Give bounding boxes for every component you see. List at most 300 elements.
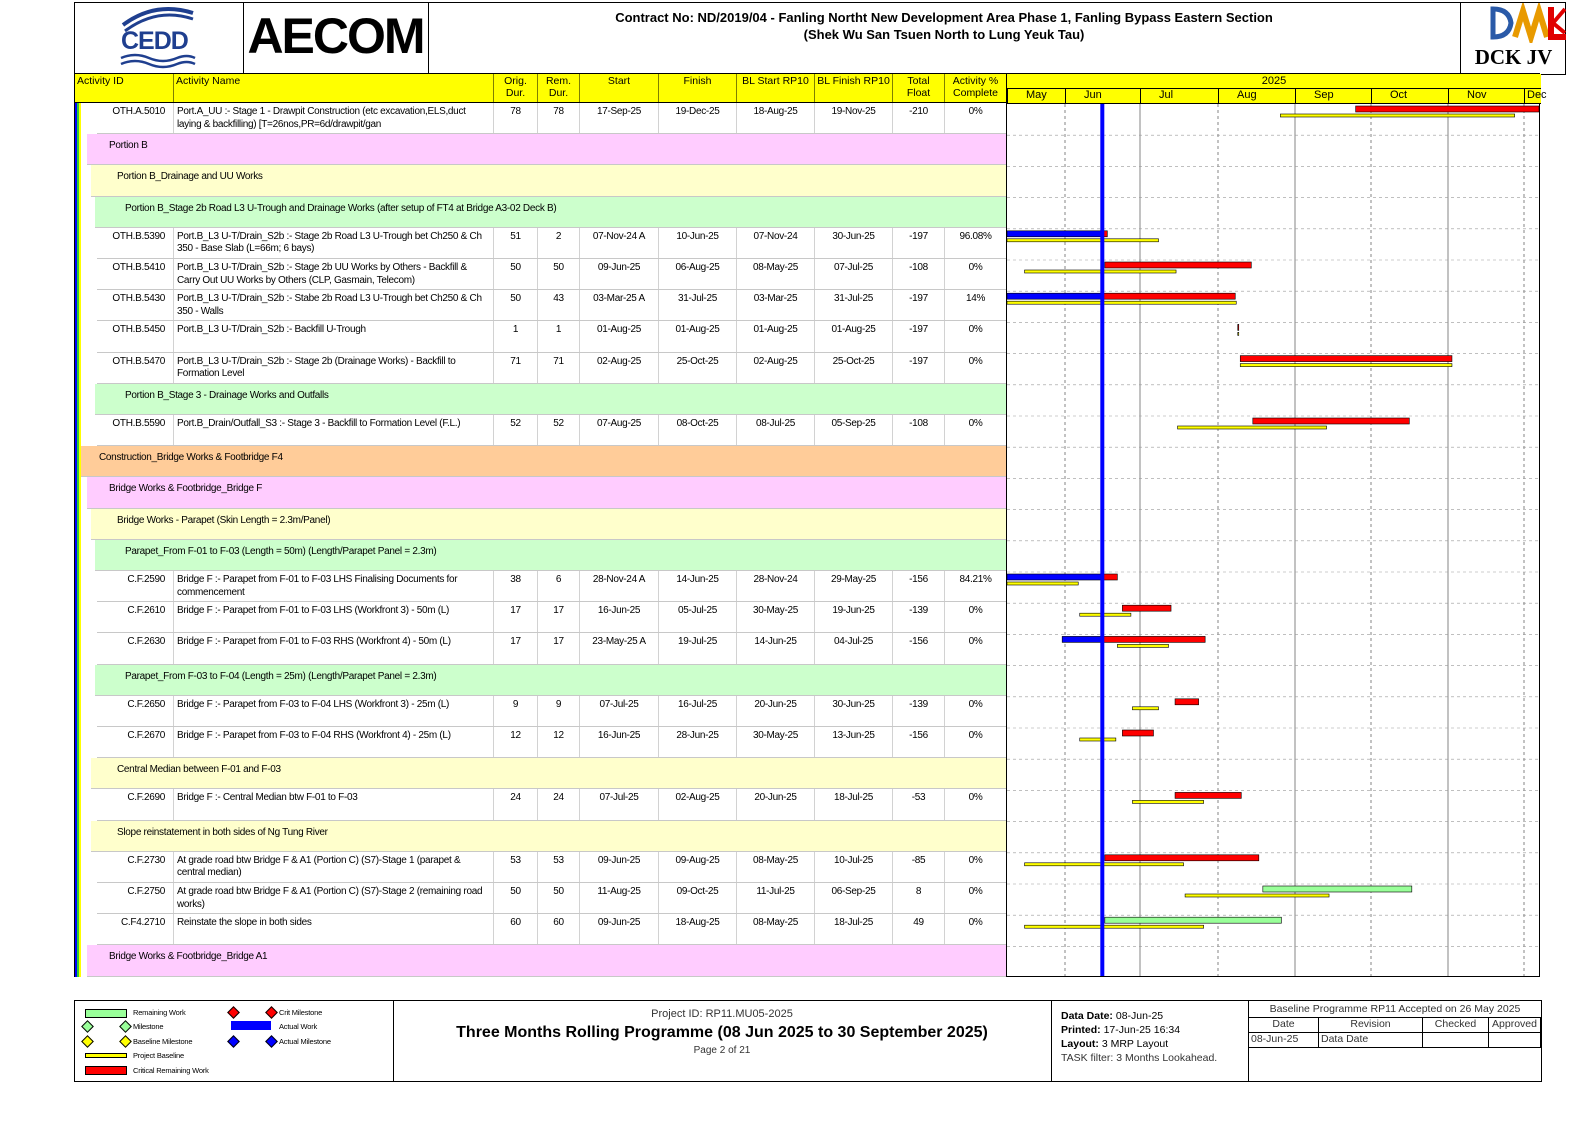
activity-row[interactable] — [97, 883, 1007, 914]
critical-remaining-bar[interactable] — [1105, 855, 1259, 861]
cell-bl-finish: 01-Aug-25 — [815, 321, 893, 351]
page-number: Page 2 of 21 — [693, 1045, 751, 1056]
aecom-logo-text: AECOM — [247, 8, 424, 64]
wbs-group-row[interactable] — [91, 509, 1007, 540]
wbs-group-label: Construction_Bridge Works & Footbridge F4 — [99, 452, 283, 464]
legend-milestone-icon-2 — [119, 1020, 132, 1033]
baseline-bar[interactable] — [1007, 301, 1236, 304]
cell-bl-start: 08-May-25 — [737, 259, 815, 289]
cell-finish: 28-Jun-25 — [659, 727, 737, 757]
cell-start: 03-Mar-25 A — [580, 290, 659, 320]
month-label-jul: Jul — [1140, 89, 1218, 103]
cell-float: -108 — [893, 259, 945, 289]
actual-work-bar[interactable] — [1007, 574, 1102, 580]
cell-start: 09-Jun-25 — [580, 852, 659, 882]
legend-crit-milestone-label: Crit Milestone — [279, 1008, 323, 1017]
gantt-chart — [1006, 73, 1547, 977]
printed-label: Printed: — [1061, 1024, 1101, 1036]
cell-start: 07-Jul-25 — [580, 696, 659, 726]
cell-orig: 38 — [494, 571, 538, 601]
cell-id: OTH.B.5450 — [97, 321, 174, 351]
cell-finish: 02-Aug-25 — [659, 789, 737, 819]
activity-row[interactable] — [97, 696, 1007, 727]
wbs-group-row[interactable] — [95, 384, 1007, 415]
cell-bl-start: 11-Jul-25 — [737, 883, 815, 913]
actual-work-bar[interactable] — [1007, 293, 1102, 299]
wbs-group-row[interactable] — [91, 821, 1007, 852]
legend-critical-label: Critical Remaining Work — [133, 1066, 209, 1075]
wbs-group-label: Portion B_Stage 2b Road L3 U-Trough and Drainage Works (after setup of FT4 at Bridge A3-02 Deck B) — [125, 202, 557, 214]
cell-orig: 51 — [494, 228, 538, 258]
cell-orig: 17 — [494, 633, 538, 663]
legend-project-baseline-swatch — [85, 1053, 127, 1058]
critical-remaining-bar[interactable] — [1102, 574, 1117, 580]
revision-table — [1249, 1001, 1541, 1081]
cell-bl-start: 30-May-25 — [737, 727, 815, 757]
cell-orig: 17 — [494, 602, 538, 632]
cell-rem: 43 — [538, 290, 580, 320]
task-filter: TASK filter: 3 Months Lookahead. — [1061, 1052, 1218, 1064]
baseline-bar[interactable] — [1025, 270, 1176, 273]
data-date-value: 08-Jun-25 — [1115, 1010, 1164, 1022]
cell-rem: 24 — [538, 789, 580, 819]
year-label: 2025 — [1007, 74, 1541, 89]
cell-name: Port.B_L3 U-T/Drain_S2b :- Backfill U-Trough — [174, 321, 494, 351]
remaining-work-bar[interactable] — [1263, 886, 1412, 892]
cell-pct: 96.08% — [945, 228, 1007, 258]
legend-crit-milestone-icon — [227, 1006, 240, 1019]
cell-bl-start: 28-Nov-24 — [737, 571, 815, 601]
cell-id: C.F.2590 — [97, 571, 174, 601]
cell-start: 23-May-25 A — [580, 633, 659, 663]
cell-name: Bridge F :- Parapet from F-01 to F-03 LHS (Workfront 3) - 50m (L) — [174, 602, 494, 632]
month-label-sep: Sep — [1295, 89, 1371, 103]
header-start[interactable]: Start — [580, 74, 659, 102]
cell-rem: 12 — [538, 727, 580, 757]
report-header — [74, 2, 1566, 75]
legend-actual-milestone-label: Actual Milestone — [279, 1037, 331, 1046]
report-footer — [74, 1000, 1542, 1082]
cell-id: C.F.2650 — [97, 696, 174, 726]
wbs-group-row[interactable] — [95, 665, 1007, 696]
timescale-header — [1007, 74, 1547, 104]
layout-label: Layout: — [1061, 1038, 1099, 1050]
cell-bl-start: 02-Aug-25 — [737, 353, 815, 383]
wbs-group-label: Bridge Works - Parapet (Skin Length = 2.3m/Panel) — [117, 514, 331, 526]
cell-bl-start: 18-Aug-25 — [737, 103, 815, 133]
cell-rem: 78 — [538, 103, 580, 133]
month-label-aug: Aug — [1218, 89, 1295, 103]
activity-row[interactable] — [97, 852, 1007, 883]
cell-rem: 9 — [538, 696, 580, 726]
cell-bl-finish: 05-Sep-25 — [815, 415, 893, 445]
cell-bl-finish: 04-Jul-25 — [815, 633, 893, 663]
rev-header-revision: Revision — [1319, 1017, 1423, 1032]
cell-rem: 50 — [538, 883, 580, 913]
layout-value: 3 MRP Layout — [1101, 1038, 1169, 1050]
rev-approved — [1489, 1032, 1541, 1048]
baseline-bar[interactable] — [1007, 239, 1158, 242]
baseline-bar[interactable] — [1240, 364, 1452, 367]
table-header — [75, 73, 1007, 103]
header-bl-finish[interactable]: BL Finish RP10 — [815, 74, 893, 102]
legend-actual-work-swatch — [231, 1021, 271, 1030]
cell-finish: 25-Oct-25 — [659, 353, 737, 383]
contract-line-2: (Shek Wu San Tsuen North to Lung Yeuk Tau) — [803, 27, 1085, 42]
cell-float: -139 — [893, 602, 945, 632]
wbs-group-label: Portion B_Stage 3 - Drainage Works and Outfalls — [125, 389, 329, 401]
aecom-logo — [243, 3, 429, 74]
cell-start: 09-Jun-25 — [580, 914, 659, 944]
cell-id: C.F.2730 — [97, 852, 174, 882]
baseline-bar[interactable] — [1280, 114, 1514, 117]
activity-row[interactable] — [97, 353, 1007, 384]
gantt-bars — [1007, 104, 1539, 976]
cell-orig: 60 — [494, 914, 538, 944]
cell-bl-finish: 13-Jun-25 — [815, 727, 893, 757]
cell-name: At grade road btw Bridge F & A1 (Portion C) (S7)-Stage 2 (remaining road works) — [174, 883, 494, 913]
cell-bl-finish: 29-May-25 — [815, 571, 893, 601]
baseline-bar[interactable] — [1117, 644, 1168, 647]
wbs-group-row[interactable] — [87, 477, 1007, 508]
month-label-nov: Nov — [1448, 89, 1524, 103]
cell-id: C.F.2610 — [97, 602, 174, 632]
dck-logo-text: DCK JV — [1474, 45, 1553, 69]
wbs-group-row[interactable] — [87, 945, 1007, 976]
wbs-group-row[interactable] — [95, 197, 1007, 228]
cell-pct: 0% — [945, 852, 1007, 882]
baseline-bar[interactable] — [1080, 738, 1116, 741]
cell-start: 17-Sep-25 — [580, 103, 659, 133]
baseline-bar[interactable] — [1132, 707, 1158, 710]
cell-start: 01-Aug-25 — [580, 321, 659, 351]
header-finish[interactable]: Finish — [659, 74, 737, 102]
legend-actual-work-label: Actual Work — [279, 1022, 318, 1031]
header-pct-complete[interactable]: Activity % Complete — [945, 74, 1007, 102]
cell-pct: 0% — [945, 259, 1007, 289]
contract-title — [428, 3, 1460, 74]
cell-name: Bridge F :- Parapet from F-01 to F-03 LHS Finalising Documents for commencement — [174, 571, 494, 601]
month-label-dec: Dec — [1524, 89, 1541, 103]
cell-finish: 01-Aug-25 — [659, 321, 737, 351]
cell-bl-finish: 06-Sep-25 — [815, 883, 893, 913]
cell-start: 07-Nov-24 A — [580, 228, 659, 258]
activity-row[interactable] — [97, 415, 1007, 446]
cell-id: C.F4.2710 — [97, 914, 174, 944]
cell-name: Port.B_L3 U-T/Drain_S2b :- Stage 2b UU Works by Others - Backfill & Carry Out UU Works by Others (CLP, Gasmain, Telecom) — [174, 259, 494, 289]
cell-bl-finish: 18-Jul-25 — [815, 914, 893, 944]
month-label-oct: Oct — [1371, 89, 1448, 103]
print-info — [1051, 1001, 1249, 1081]
actual-work-bar[interactable] — [1007, 231, 1102, 237]
legend-milestone-icon — [81, 1020, 94, 1033]
cell-id: OTH.B.5410 — [97, 259, 174, 289]
critical-remaining-bar[interactable] — [1122, 605, 1171, 611]
cell-id: OTH.B.5390 — [97, 228, 174, 258]
cell-finish: 19-Dec-25 — [659, 103, 737, 133]
cell-float: -108 — [893, 415, 945, 445]
activity-row[interactable] — [97, 259, 1007, 290]
cell-pct: 0% — [945, 353, 1007, 383]
cell-pct: 84.21% — [945, 571, 1007, 601]
cell-pct: 0% — [945, 103, 1007, 133]
wbs-group-label: Parapet_From F-03 to F-04 (Length = 25m) (Length/Parapet Panel = 2.3m) — [125, 670, 437, 682]
cell-bl-finish: 19-Nov-25 — [815, 103, 893, 133]
cell-pct: 0% — [945, 415, 1007, 445]
cell-name: Bridge F :- Parapet from F-03 to F-04 RHS (Workfront 4) - 25m (L) — [174, 727, 494, 757]
cell-orig: 52 — [494, 415, 538, 445]
cell-start: 28-Nov-24 A — [580, 571, 659, 601]
critical-remaining-bar[interactable] — [1175, 792, 1241, 798]
cell-rem: 17 — [538, 602, 580, 632]
cell-name: Port.B_L3 U-T/Drain_S2b :- Stabe 2b Road L3 U-Trough bet Ch250 & Ch 350 - Walls — [174, 290, 494, 320]
cell-id: C.F.2690 — [97, 789, 174, 819]
cell-orig: 1 — [494, 321, 538, 351]
baseline-bar[interactable] — [1025, 925, 1204, 928]
cell-float: -156 — [893, 633, 945, 663]
cell-name: Bridge F :- Central Median btw F-01 to F-03 — [174, 789, 494, 819]
dck-logo-graphic — [1461, 3, 1566, 43]
cell-pct: 0% — [945, 321, 1007, 351]
baseline-bar[interactable] — [1185, 894, 1329, 897]
cell-finish: 14-Jun-25 — [659, 571, 737, 601]
header-activity-name[interactable]: Activity Name — [174, 74, 494, 102]
cell-name: Bridge F :- Parapet from F-01 to F-03 RHS (Workfront 4) - 50m (L) — [174, 633, 494, 663]
wbs-group-row[interactable] — [95, 540, 1007, 571]
cell-start: 16-Jun-25 — [580, 727, 659, 757]
legend-remaining-label: Remaining Work — [133, 1008, 186, 1017]
wbs-group-row[interactable] — [81, 446, 1007, 477]
cell-float: -197 — [893, 290, 945, 320]
critical-remaining-bar[interactable] — [1102, 293, 1235, 299]
cell-orig: 50 — [494, 290, 538, 320]
cell-finish: 08-Oct-25 — [659, 415, 737, 445]
cell-name: Port.B_Drain/Outfall_S3 :- Stage 3 - Backfill to Formation Level (F.L.) — [174, 415, 494, 445]
cell-finish: 09-Aug-25 — [659, 852, 737, 882]
cell-float: -210 — [893, 103, 945, 133]
legend-actual-milestone-icon — [227, 1035, 240, 1048]
rev-header-checked: Checked — [1423, 1017, 1489, 1032]
cell-bl-finish: 07-Jul-25 — [815, 259, 893, 289]
cell-start: 09-Jun-25 — [580, 259, 659, 289]
rev-header-approved: Approved — [1489, 1017, 1541, 1032]
activity-row[interactable] — [97, 633, 1007, 664]
cell-id: OTH.A.5010 — [97, 103, 174, 133]
baseline-bar[interactable] — [1007, 582, 1078, 585]
month-label-jun: Jun — [1065, 89, 1140, 103]
wbs-group-label: Portion B — [109, 140, 148, 152]
cell-bl-finish: 19-Jun-25 — [815, 602, 893, 632]
wbs-group-label: Slope reinstatement in both sides of Ng Tung River — [117, 826, 328, 838]
cell-rem: 71 — [538, 353, 580, 383]
cell-finish: 05-Jul-25 — [659, 602, 737, 632]
contract-line-1: Contract No: ND/2019/04 - Fanling Northt New Development Area Phase 1, Fanling Bypass Eastern Section — [615, 10, 1273, 25]
cell-orig: 24 — [494, 789, 538, 819]
activity-row[interactable] — [97, 321, 1007, 352]
cell-pct: 0% — [945, 914, 1007, 944]
activity-row[interactable] — [97, 602, 1007, 633]
cell-id: C.F.2750 — [97, 883, 174, 913]
cell-orig: 78 — [494, 103, 538, 133]
header-activity-id[interactable]: Activity ID — [75, 74, 174, 102]
legend-baseline-milestone-label: Baseline Milestone — [133, 1037, 193, 1046]
critical-remaining-bar[interactable] — [1356, 106, 1539, 112]
cell-bl-finish: 30-Jun-25 — [815, 228, 893, 258]
cell-start: 07-Jul-25 — [580, 789, 659, 819]
legend — [75, 1001, 394, 1081]
cell-bl-start: 30-May-25 — [737, 602, 815, 632]
activity-row[interactable] — [97, 571, 1007, 602]
cell-start: 07-Aug-25 — [580, 415, 659, 445]
cell-rem: 2 — [538, 228, 580, 258]
cell-rem: 50 — [538, 259, 580, 289]
wbs-group-label: Bridge Works & Footbridge_Bridge F — [109, 483, 263, 495]
cell-float: 49 — [893, 914, 945, 944]
cell-bl-finish: 18-Jul-25 — [815, 789, 893, 819]
cell-orig: 53 — [494, 852, 538, 882]
remaining-work-bar[interactable] — [1105, 917, 1282, 923]
cedd-logo — [75, 3, 244, 74]
cell-name: At grade road btw Bridge F & A1 (Portion C) (S7)-Stage 1 (parapet & central median) — [174, 852, 494, 882]
cell-float: -197 — [893, 228, 945, 258]
cell-bl-finish: 25-Oct-25 — [815, 353, 893, 383]
header-bl-start[interactable]: BL Start RP10 — [737, 74, 815, 102]
baseline-title: Baseline Programme RP11 Accepted on 26 May 2025 — [1269, 1003, 1521, 1015]
cell-orig: 9 — [494, 696, 538, 726]
critical-remaining-bar[interactable] — [1122, 730, 1153, 736]
header-total-float[interactable]: Total Float — [893, 74, 945, 102]
schedule-page — [74, 2, 1566, 1100]
cell-float: -197 — [893, 353, 945, 383]
cell-id: C.F.2630 — [97, 633, 174, 663]
cell-finish: 18-Aug-25 — [659, 914, 737, 944]
cell-bl-finish: 31-Jul-25 — [815, 290, 893, 320]
activity-row[interactable] — [97, 103, 1007, 134]
baseline-bar[interactable] — [1132, 800, 1203, 803]
wbs-group-row[interactable] — [87, 134, 1007, 165]
cell-pct: 0% — [945, 633, 1007, 663]
cell-finish: 16-Jul-25 — [659, 696, 737, 726]
actual-work-bar[interactable] — [1062, 636, 1102, 642]
month-label-may: May — [1007, 89, 1065, 103]
cell-rem: 52 — [538, 415, 580, 445]
activity-row[interactable] — [97, 727, 1007, 758]
data-date-line — [1100, 104, 1104, 976]
cell-pct: 0% — [945, 602, 1007, 632]
cell-float: 8 — [893, 883, 945, 913]
cell-name: Reinstate the slope in both sides — [174, 914, 494, 944]
cell-bl-start: 08-May-25 — [737, 914, 815, 944]
critical-remaining-bar[interactable] — [1175, 699, 1199, 705]
cell-bl-start: 07-Nov-24 — [737, 228, 815, 258]
activity-row[interactable] — [97, 290, 1007, 321]
cell-rem: 60 — [538, 914, 580, 944]
cell-name: Port.B_L3 U-T/Drain_S2b :- Stage 2b Road L3 U-Trough bet Ch250 & Ch 350 - Base Slab (L=66m; 6 bays) — [174, 228, 494, 258]
baseline-bar[interactable] — [1238, 332, 1239, 335]
cell-float: -53 — [893, 789, 945, 819]
cell-bl-finish: 30-Jun-25 — [815, 696, 893, 726]
header-orig-dur[interactable]: Orig. Dur. — [494, 74, 538, 102]
cell-id: C.F.2670 — [97, 727, 174, 757]
cell-pct: 0% — [945, 883, 1007, 913]
cell-rem: 53 — [538, 852, 580, 882]
rev-revision: Data Date — [1319, 1032, 1423, 1048]
cell-orig: 50 — [494, 259, 538, 289]
legend-milestone-label: Milestone — [133, 1022, 164, 1031]
cell-rem: 6 — [538, 571, 580, 601]
legend-remaining-swatch — [85, 1009, 127, 1018]
critical-remaining-bar[interactable] — [1240, 356, 1452, 362]
critical-remaining-bar[interactable] — [1105, 262, 1251, 268]
cell-bl-start: 08-Jul-25 — [737, 415, 815, 445]
programme-title: Three Months Rolling Programme (08 Jun 2025 to 30 September 2025) — [456, 1024, 988, 1041]
cell-float: -197 — [893, 321, 945, 351]
critical-remaining-bar[interactable] — [1238, 324, 1239, 330]
wbs-group-label: Bridge Works & Footbridge_Bridge A1 — [109, 951, 268, 963]
cell-start: 16-Jun-25 — [580, 602, 659, 632]
critical-remaining-bar[interactable] — [1253, 418, 1410, 424]
cell-bl-start: 14-Jun-25 — [737, 633, 815, 663]
cell-orig: 71 — [494, 353, 538, 383]
printed-value: 17-Jun-25 16:34 — [1103, 1024, 1181, 1036]
cell-rem: 1 — [538, 321, 580, 351]
cell-id: OTH.B.5590 — [97, 415, 174, 445]
cell-finish: 31-Jul-25 — [659, 290, 737, 320]
programme-title-block — [393, 1001, 1052, 1081]
wbs-group-row[interactable] — [91, 758, 1007, 789]
legend-baseline-milestone-icon — [81, 1035, 94, 1048]
cell-bl-start: 20-Jun-25 — [737, 789, 815, 819]
legend-project-baseline-label: Project Baseline — [133, 1051, 184, 1060]
wbs-group-label: Portion B_Drainage and UU Works — [117, 171, 263, 183]
wbs-group-label: Parapet_From F-01 to F-03 (Length = 50m) (Length/Parapet Panel = 2.3m) — [125, 545, 437, 557]
cell-name: Port.A_UU :- Stage 1 - Drawpit Construction (etc excavation,ELS,duct laying & backfilling) [T=26nos,PR=6d/drawpit/gan — [174, 103, 494, 133]
cell-start: 11-Aug-25 — [580, 883, 659, 913]
activity-row[interactable] — [97, 228, 1007, 259]
rev-header-date: Date — [1249, 1017, 1319, 1032]
cell-start: 02-Aug-25 — [580, 353, 659, 383]
cell-float: -139 — [893, 696, 945, 726]
activity-row[interactable] — [97, 789, 1007, 820]
cell-finish: 06-Aug-25 — [659, 259, 737, 289]
wbs-color-bar — [75, 73, 81, 977]
activity-row[interactable] — [97, 914, 1007, 945]
cell-name: Bridge F :- Parapet from F-03 to F-04 LHS (Workfront 3) - 25m (L) — [174, 696, 494, 726]
wbs-group-row[interactable] — [91, 165, 1007, 196]
cell-name: Port.B_L3 U-T/Drain_S2b :- Stage 2b (Drainage Works) - Backfill to Formation Level — [174, 353, 494, 383]
baseline-bar[interactable] — [1080, 613, 1131, 616]
legend-critical-swatch — [85, 1066, 127, 1075]
cell-id: OTH.B.5470 — [97, 353, 174, 383]
critical-remaining-bar[interactable] — [1102, 636, 1205, 642]
cell-bl-start: 08-May-25 — [737, 852, 815, 882]
cell-bl-finish: 10-Jul-25 — [815, 852, 893, 882]
legend-baseline-milestone-icon-2 — [119, 1035, 132, 1048]
cell-pct: 0% — [945, 727, 1007, 757]
cell-bl-start: 01-Aug-25 — [737, 321, 815, 351]
cell-rem: 17 — [538, 633, 580, 663]
project-id: Project ID: RP11.MU05-2025 — [651, 1008, 793, 1020]
cell-finish: 19-Jul-25 — [659, 633, 737, 663]
header-rem-dur[interactable]: Rem. Dur. — [538, 74, 580, 102]
legend-actual-milestone-icon-2 — [265, 1035, 278, 1048]
cell-float: -85 — [893, 852, 945, 882]
baseline-bar[interactable] — [1178, 426, 1327, 429]
cell-orig: 12 — [494, 727, 538, 757]
rev-checked — [1423, 1032, 1489, 1048]
cell-bl-start: 20-Jun-25 — [737, 696, 815, 726]
cell-float: -156 — [893, 727, 945, 757]
